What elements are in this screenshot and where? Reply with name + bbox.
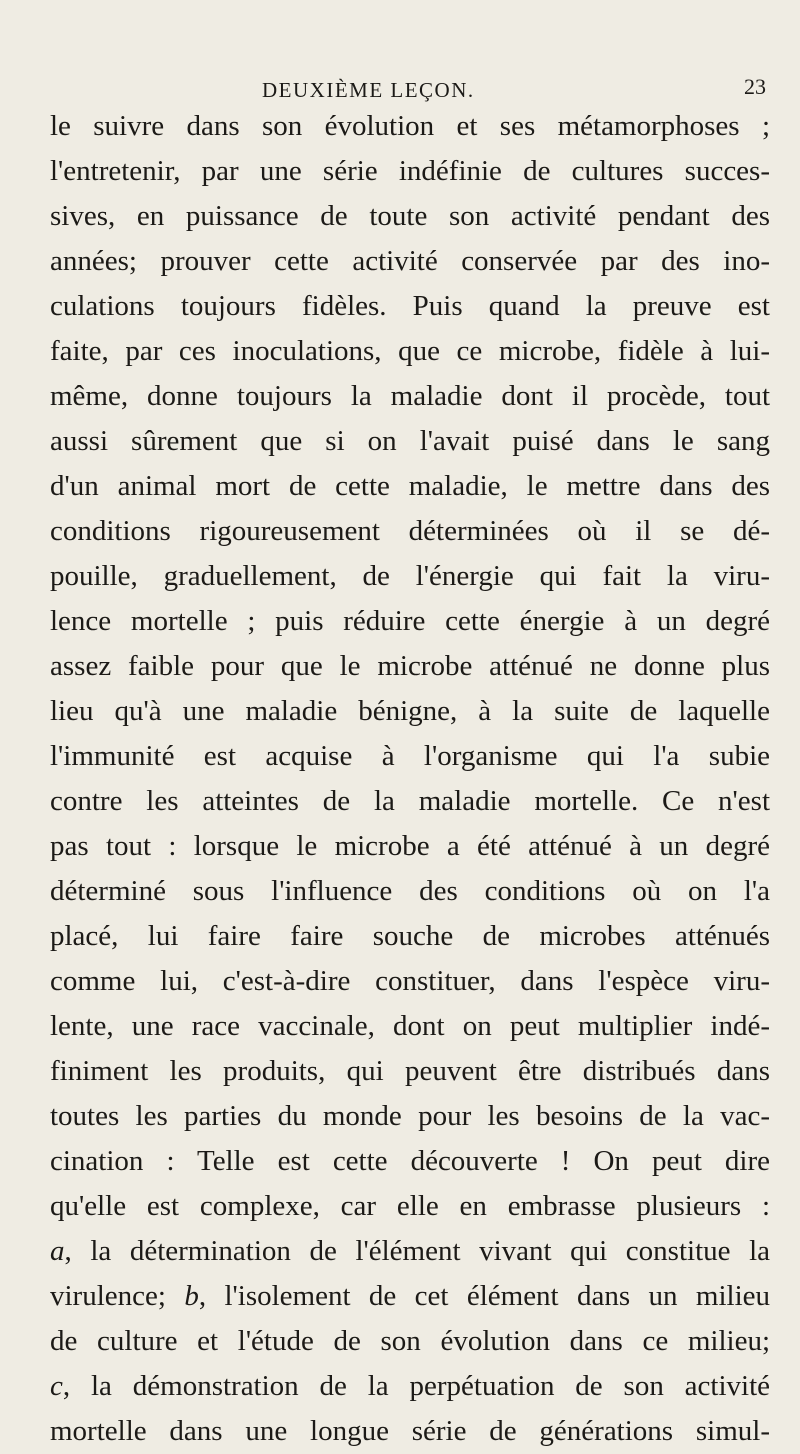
text-line: finiment les produits, qui peuvent être distribués dans [50,1055,770,1087]
item-marker-c: c [50,1370,63,1402]
text-line: virulence; b, l'isolement de cet élément dans un milieu [50,1280,771,1312]
text-line: c, la démonstration de la perpétuation de son activité [50,1370,771,1402]
text-line: assez faible pour que le microbe atténué ne donne plus [50,650,770,682]
text-line: même, donne toujours la maladie dont il procède, tout [50,380,770,412]
text-line: culations toujours fidèles. Puis quand la preuve est [50,290,770,322]
text-line: aussi sûrement que si on l'avait puisé dans le sang [50,425,770,457]
text-line: pas tout : lorsque le microbe a été atténué à un degré [50,830,770,862]
text-segment: la détermination de l'élément vivant qui constitue la [90,1235,771,1267]
text-line: le suivre dans son évolution et ses métamorphoses ; [50,110,770,142]
running-head: DEUXIÈME LEÇON. [262,78,475,102]
text-line: sives, en puissance de toute son activité pendant des [50,200,770,232]
item-marker-b: b [184,1280,199,1312]
text-line: conditions rigoureusement déterminées où il se dé- [50,515,770,547]
text-line: de culture et l'étude de son évolution dans ce milieu; [50,1325,770,1357]
text-line: déterminé sous l'influence des conditions où on l'a [50,875,770,907]
text-line: a, la détermination de l'élément vivant qui constitue la [50,1235,771,1267]
text-line: mortelle dans une longue série de générations simul- [50,1415,770,1447]
text-line: l'entretenir, par une série indéfinie de cultures succes- [50,155,770,187]
text-line: qu'elle est complexe, car elle en embrasse plusieurs : [50,1190,770,1222]
text-line: lieu qu'à une maladie bénigne, à la suite de laquelle [50,695,770,727]
text-segment: l'isolement de cet élément dans un milieu [224,1280,771,1312]
text-line: placé, lui faire faire souche de microbes atténués [50,920,770,952]
text-line: pouille, graduellement, de l'énergie qui fait la viru- [50,560,770,592]
text-line: toutes les parties du monde pour les besoins de la vac- [50,1100,770,1132]
text-line: contre les atteintes de la maladie mortelle. Ce n'est [50,785,770,817]
text-line: années; prouver cette activité conservée par des ino- [50,245,770,277]
text-segment: la démonstration de la perpétuation de son activité [90,1370,771,1402]
item-marker-a: a [50,1235,65,1267]
text-line: d'un animal mort de cette maladie, le mettre dans des [50,470,770,502]
text-line: cination : Telle est cette découverte ! On peut dire [50,1145,770,1177]
text-line: lence mortelle ; puis réduire cette énergie à un degré [50,605,770,637]
text-line: faite, par ces inoculations, que ce microbe, fidèle à lui- [50,335,770,367]
text-segment: virulence; [50,1280,166,1312]
body-text [50,104,770,1454]
text-line: l'immunité est acquise à l'organisme qui l'a subie [50,740,770,772]
page-number: 23 [744,74,766,99]
text-line: lente, une race vaccinale, dont on peut multiplier indé- [50,1010,770,1042]
text-line: comme lui, c'est-à-dire constituer, dans l'espèce viru- [50,965,770,997]
